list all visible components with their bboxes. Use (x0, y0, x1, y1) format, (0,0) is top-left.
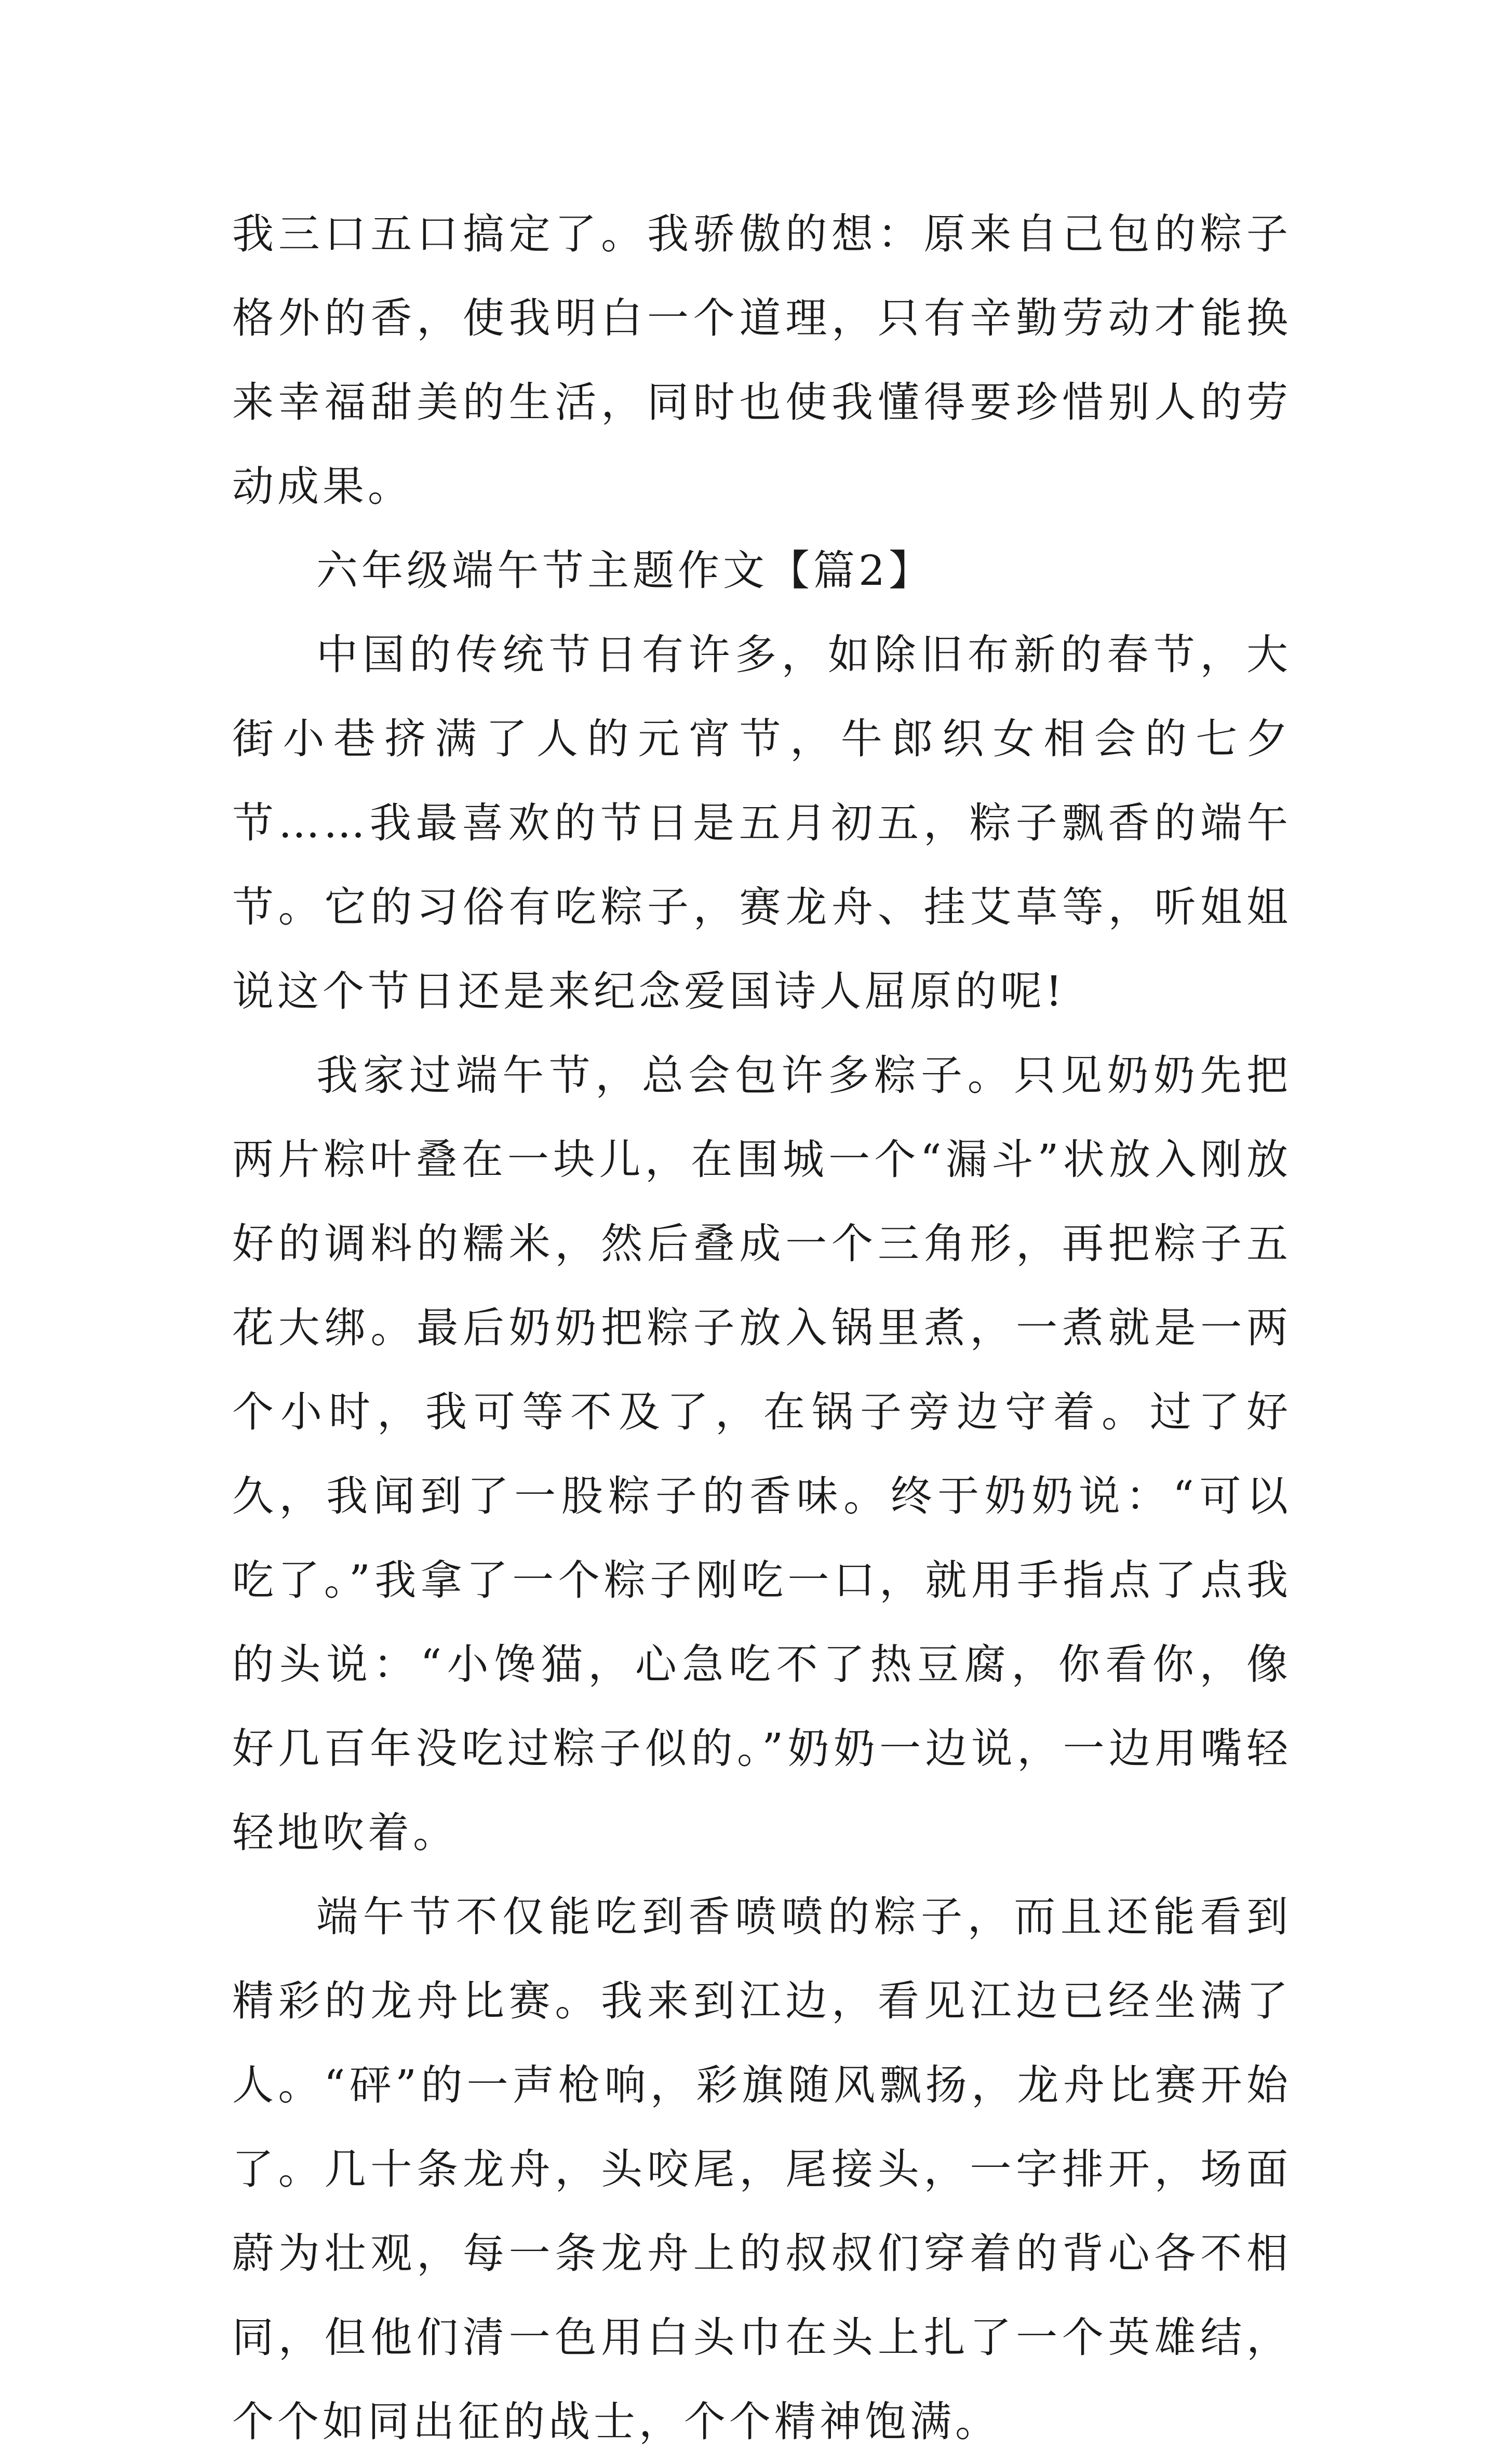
section-heading: 六年级端午节主题作文【篇2】 (316, 546, 934, 595)
body-paragraph: 我家过端午节，总会包许多粽子。只见奶奶先把两片粽叶叠在一块儿，在围城一个“漏斗”状放入刚放好的调料的糯米，然后叠成一个三角形，再把粽子五花大绑。最后奶奶把粽子放入锅里煮，一煮就是一两个小时，我可等不及了，在锅子旁边守着。过了好久，我闻到了一股粽子的香味。终于奶奶说：“可以吃了。”我拿了一个粽子刚吃一口，就用手指点了点我的头说：“小馋猫，心急吃不了热豆腐，你看你，像好几百年没吃过粽子似的。”奶奶一边说，一边用嘴轻轻地吹着。 (232, 1051, 1292, 1857)
document-body (232, 192, 1292, 2464)
body-paragraph: 中国的传统节日有许多，如除旧布新的春节，大街小巷挤满了人的元宵节，牛郎织女相会的七夕节……我最喜欢的节日是五月初五，粽子飘香的端午节。它的习俗有吃粽子，赛龙舟、挂艾草等，听姐姐说这个节日还是来纪念爱国诗人屈原的呢! (232, 631, 1292, 1015)
body-paragraph: 端午节不仅能吃到香喷喷的粽子，而且还能看到精彩的龙舟比赛。我来到江边，看见江边已经坐满了人。“砰”的一声枪响，彩旗随风飘扬，龙舟比赛开始了。几十条龙舟，头咬尾，尾接头，一字排开，场面蔚为壮观，每一条龙舟上的叔叔们穿着的背心各不相同，但他们清一色用白头巾在头上扎了一个英雄结，个个如同出征的战士，个个精神饱满。 (232, 1893, 1292, 2446)
continuation-paragraph: 我三口五口搞定了。我骄傲的想：原来自己包的粽子格外的香，使我明白一个道理，只有辛勤劳动才能换来幸福甜美的生活，同时也使我懂得要珍惜别人的劳动成果。 (232, 210, 1292, 511)
